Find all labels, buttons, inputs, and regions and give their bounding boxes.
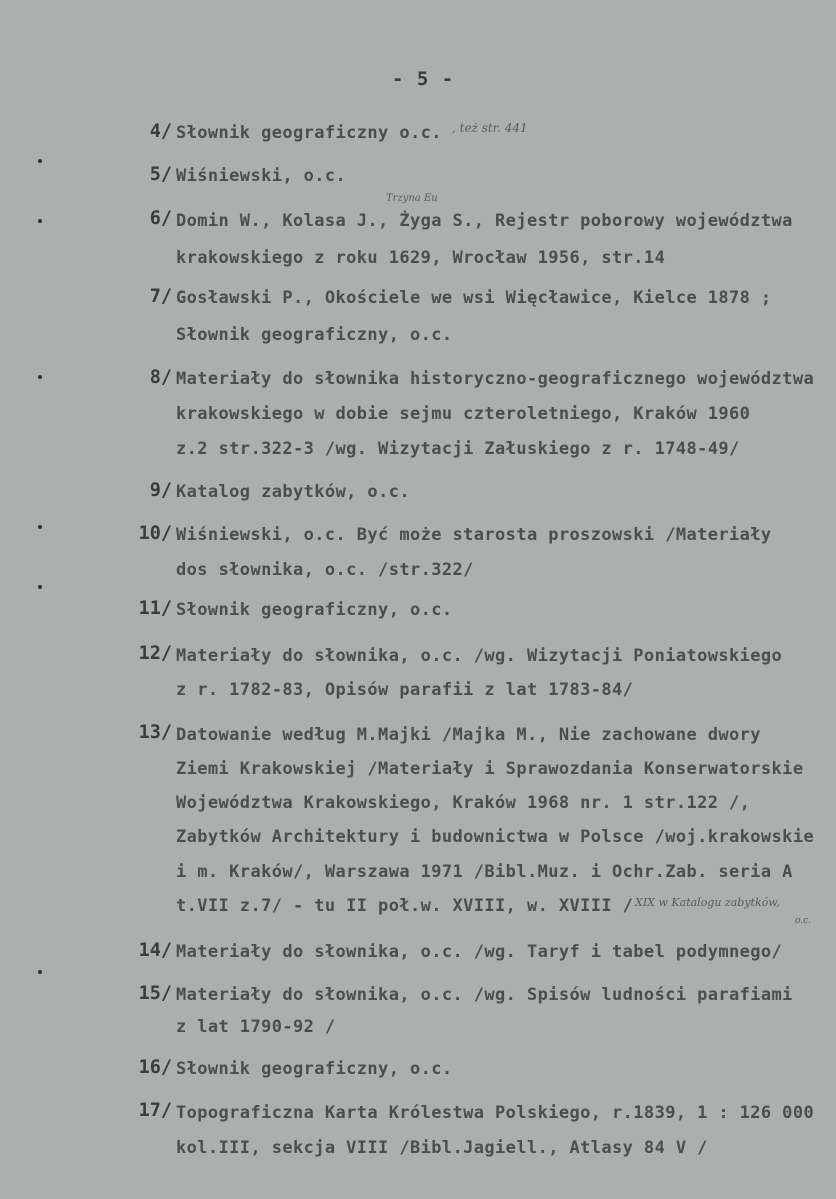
footnote-number: 14/: [138, 940, 172, 961]
footnote-text: Materiały do słownika historyczno-geograficznego województwa: [176, 369, 815, 389]
footnote-number: 5/: [149, 164, 172, 185]
footnote-number: 11/: [138, 598, 172, 619]
footnote-number: 13/: [138, 722, 172, 743]
footnote-number: 12/: [138, 643, 172, 664]
footnote-text: dos słownika, o.c. /str.322/: [176, 560, 474, 580]
footnote-number: 16/: [138, 1057, 172, 1078]
handwritten-note: , też str. 441: [452, 121, 528, 135]
footnote-number: 8/: [149, 367, 172, 388]
footnote-text: Materiały do słownika, o.c. /wg. Wizytacji Poniatowskiego: [176, 646, 783, 666]
footnote-text: z.2 str.322-3 /wg. Wizytacji Załuskiego z r. 1748-49/: [176, 439, 740, 459]
page-number: - 5 -: [392, 68, 455, 90]
margin-mark: [38, 159, 42, 163]
margin-mark: [38, 525, 42, 529]
footnote-text: Słownik geograficzny, o.c.: [176, 600, 453, 620]
footnote-number: 9/: [149, 480, 172, 501]
footnote-text: i m. Kraków/, Warszawa 1971 /Bibl.Muz. i Ochr.Zab. seria A: [176, 862, 793, 882]
footnote-text: Wiśniewski, o.c. Być może starosta proszowski /Materiały: [176, 525, 772, 545]
footnote-number: 17/: [138, 1100, 172, 1121]
footnote-text: Datowanie według M.Majki /Majka M., Nie zachowane dwory: [176, 725, 761, 745]
handwritten-note: XIX w Katalogu zabytków,: [635, 896, 780, 909]
footnote-text: Słownik geograficzny o.c.: [176, 123, 442, 143]
footnote-text: Ziemi Krakowskiej /Materiały i Sprawozdania Konserwatorskie: [176, 759, 804, 779]
footnote-text: Zabytków Architektury i budownictwa w Polsce /woj.krakowskie: [176, 827, 815, 847]
footnote-text: Topograficzna Karta Królestwa Polskiego, r.1839, 1 : 126 000: [176, 1103, 815, 1123]
footnote-text: z r. 1782-83, Opisów parafii z lat 1783-84/: [176, 680, 634, 700]
footnote-number: 7/: [149, 286, 172, 307]
handwritten-note: o.c.: [795, 916, 812, 926]
footnote-text: Katalog zabytków, o.c.: [176, 482, 410, 502]
footnote-text: Materiały do słownika, o.c. /wg. Spisów ludności parafiami: [176, 985, 793, 1005]
footnote-number: 15/: [138, 983, 172, 1004]
footnote-text: Województwa Krakowskiego, Kraków 1968 nr. 1 str.122 /,: [176, 793, 751, 813]
footnote-text: krakowskiego w dobie sejmu czteroletniego, Kraków 1960: [176, 404, 751, 424]
footnote-text: kol.III, sekcja VIII /Bibl.Jagiell., Atlasy 84 V /: [176, 1138, 708, 1158]
margin-mark: [38, 585, 42, 589]
footnote-text: Słownik geograficzny, o.c.: [176, 325, 453, 345]
footnote-text: Wiśniewski, o.c.: [176, 166, 347, 186]
handwritten-note: Trzyna Eu: [386, 193, 438, 204]
footnote-number: 10/: [138, 523, 172, 544]
margin-mark: [38, 375, 42, 379]
footnote-number: 4/: [149, 121, 172, 142]
margin-mark: [38, 970, 42, 974]
footnote-number: 6/: [149, 208, 172, 229]
footnote-text: krakowskiego z roku 1629, Wrocław 1956, str.14: [176, 248, 666, 268]
footnote-text: Materiały do słownika, o.c. /wg. Taryf i tabel podymnego/: [176, 942, 783, 962]
footnote-text: Słownik geograficzny, o.c.: [176, 1059, 453, 1079]
footnote-text: Gosławski P., Okościele we wsi Więcławice, Kielce 1878 ;: [176, 288, 772, 308]
footnote-text: z lat 1790-92 /: [176, 1017, 336, 1037]
footnote-text: t.VII z.7/ - tu II poł.w. XVIII, w. XVIII /: [176, 896, 634, 916]
footnote-text: Domin W., Kolasa J., Żyga S., Rejestr poborowy województwa: [176, 211, 793, 231]
margin-mark: [38, 219, 42, 223]
